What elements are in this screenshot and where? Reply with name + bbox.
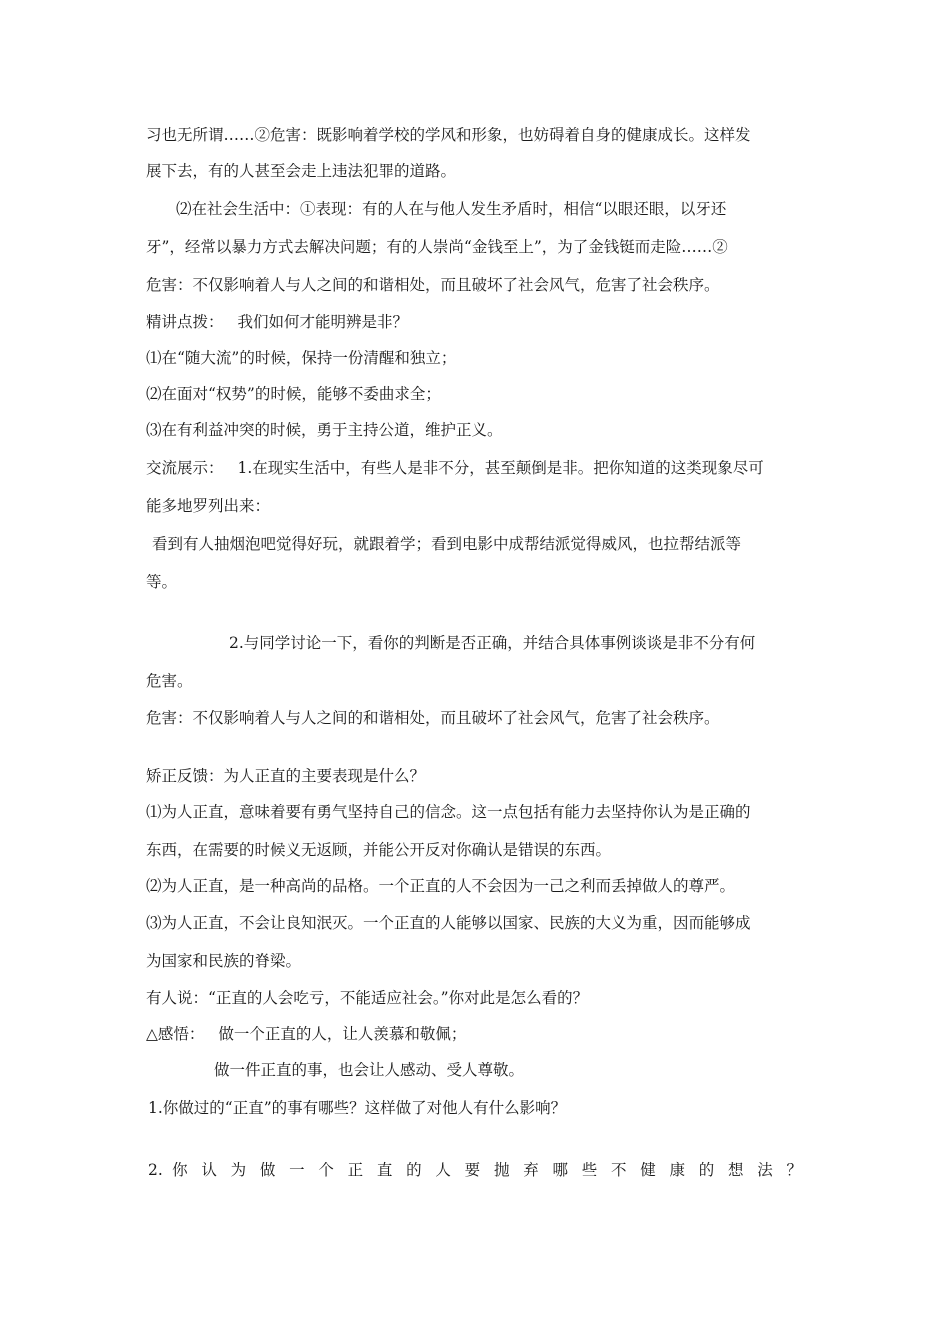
text-line: 危害：不仅影响着人与人之间的和谐相处，而且破坏了社会风气，危害了社会秩序。 [146,276,720,294]
text-line: 危害。 [146,672,193,690]
ganwu-label: △感悟： [146,1025,205,1043]
ganwu-line [146,1023,810,1045]
jiaoliu-label: 交流展示： [146,459,224,477]
text-line: 牙”，经常以暴力方式去解决问题；有的人崇尚“金钱至上”，为了金钱铤而走险……② [146,238,728,256]
text-line: 为国家和民族的脊梁。 [146,952,302,970]
text-line: 能多地罗列出来： [146,497,271,515]
text-line: 1.你做过的“正直”的事有哪些？这样做了对他人有什么影响？ [148,1099,567,1117]
text-line: 矫正反馈：为人正直的主要表现是什么？ [146,767,426,785]
text-line: ⑵为人正直，是一种高尚的品格。一个正直的人不会因为一己之利而丢掉做人的尊严。 [146,877,736,895]
text-line: 展下去，有的人甚至会走上违法犯罪的道路。 [146,162,457,180]
text-line: ⑴为人正直，意味着要有勇气坚持自己的信念。这一点包括有能力去坚持你认为是正确的 [146,803,751,821]
text-line: 有人说：“正直的人会吃亏，不能适应社会。”你对此是怎么看的？ [146,989,589,1007]
text-line: ⑵在社会生活中：①表现：有的人在与他人发生矛盾时，相信“以眼还眼，以牙还 [176,200,727,218]
jiaoliu-line [146,457,810,479]
text-line: 习也无所谓……②危害：既影响着学校的学风和形象，也妨碍着自身的健康成长。这样发 [146,126,751,144]
text-line: ⑶为人正直，不会让良知泯灭。一个正直的人能够以国家、民族的大义为重，因而能够成 [146,914,751,932]
ganwu-text: 做一个正直的人，让人羡慕和敬佩； [218,1025,467,1043]
text-line: 2.与同学讨论一下，看你的判断是否正确，并结合具体事例谈谈是非不分有何 [229,634,756,652]
jiaoliu-text: 1.在现实生活中，有些人是非不分，甚至颠倒是非。把你知道的这类现象尽可 [237,459,764,477]
text-line: ⑴在“随大流”的时候，保持一份清醒和独立； [146,349,457,367]
text-line: 危害：不仅影响着人与人之间的和谐相处，而且破坏了社会风气，危害了社会秩序。 [146,709,720,727]
jingjiang-text: 我们如何才能明辨是非？ [237,313,409,331]
text-line: 看到有人抽烟泡吧觉得好玩，就跟着学；看到电影中成帮结派觉得威风，也拉帮结派等 [152,535,742,553]
text-line: 2. 你 认 为 做 一 个 正 直 的 人 要 抛 弃 哪 些 不 健 康 的 想 法 ？ [148,1161,802,1179]
text-line: ⑶在有利益冲突的时候，勇于主持公道，维护正义。 [146,421,503,439]
jingjiang-label: 精讲点拨： [146,313,224,331]
jingjiang-line [146,311,810,333]
text-line: ⑵在面对“权势”的时候，能够不委曲求全； [146,385,441,403]
text-line: 东西，在需要的时候义无返顾，并能公开反对你确认是错误的东西。 [146,841,612,859]
text-line: 等。 [146,573,178,591]
text-line: 做一件正直的事，也会让人感动、受人尊敬。 [214,1061,525,1079]
